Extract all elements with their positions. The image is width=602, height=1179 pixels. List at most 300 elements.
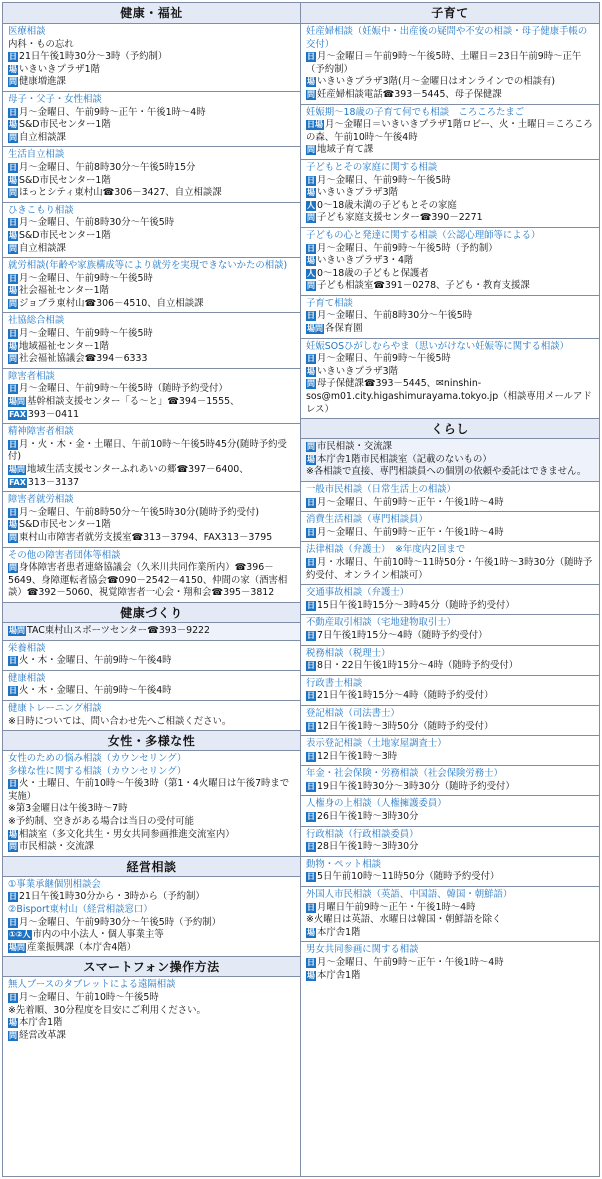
entry-title: 外国人市民相談（英語、中国語、韓国・朝鮮語） xyxy=(306,889,513,901)
entry-title: 男女共同参画に関する相談 xyxy=(306,944,419,956)
label-badge: 場 xyxy=(307,970,315,980)
entry-line xyxy=(8,39,296,52)
entry-line xyxy=(8,532,296,545)
line-text: 本庁舎1階 xyxy=(19,1017,72,1029)
label-badge: 問 xyxy=(9,1030,17,1040)
entry-line xyxy=(8,396,296,409)
label-badge: 日 xyxy=(9,892,17,902)
entry-line xyxy=(8,519,296,532)
consultation-entry xyxy=(301,542,599,585)
line-text: 東村山市障害者就労支援室☎313－3794、FAX313－3795 xyxy=(19,531,273,543)
entry-line xyxy=(8,464,296,477)
entry-line xyxy=(306,76,595,89)
line-text: 0～18歳の子どもと保護者 xyxy=(317,267,429,279)
consultation-entry xyxy=(301,736,599,766)
label-badge: 日 xyxy=(9,439,17,449)
consultation-entry xyxy=(301,706,599,736)
label-badge: 場 xyxy=(307,256,315,266)
line-text: 母子保健課☎393－5445、✉ninshin-sos@m01.city.higashimurayama.tokyo.jp（相談専用メールアドレス） xyxy=(306,378,592,415)
section xyxy=(3,856,300,957)
consultation-entry xyxy=(3,877,300,957)
label-badge: 日 xyxy=(307,661,315,671)
label-badge: 日 xyxy=(307,354,315,364)
consultation-entry xyxy=(301,339,599,419)
label-badge: 問 xyxy=(9,188,17,198)
entry-line xyxy=(306,527,595,540)
consultation-entry xyxy=(301,887,599,942)
entry-line xyxy=(306,660,595,673)
section-heading: 女性・多様な性 xyxy=(3,730,300,751)
label-badge: 場 xyxy=(307,188,315,198)
left-column xyxy=(3,3,301,1176)
entry-line xyxy=(8,655,296,668)
entry-title: 不動産取引相談（宅地建物取引士） xyxy=(306,617,457,629)
section-heading: 健康・福祉 xyxy=(3,3,300,24)
line-text: 月～金曜日、午前9時～正午・午後1時～4時 xyxy=(317,526,504,538)
entry-title: 妊産婦相談（妊娠中・出産後の疑問や不安の相談・母子健康手帳の交付） xyxy=(306,26,588,50)
line-text: 月～金曜日＝午前9時～午後5時、土曜日＝23日午前9時～正午（予約制） xyxy=(306,51,582,75)
label-badge: 場 xyxy=(9,230,17,240)
label-badge: 日 xyxy=(307,52,315,62)
entry-line xyxy=(306,811,595,824)
entry-line xyxy=(306,781,595,794)
label-badge: 日 xyxy=(9,162,17,172)
entry-title: 栄養相談 xyxy=(8,642,46,654)
entry-line xyxy=(306,927,595,940)
entry-line xyxy=(8,562,296,600)
label-badge: 日 xyxy=(9,384,17,394)
line-text: 月・水曜日、午前10時～11時50分・午後1時～3時30分（随時予約受付、オンライン相談可） xyxy=(306,556,593,581)
entry-line xyxy=(8,841,296,854)
entry-line xyxy=(8,51,296,64)
line-text: 社会福祉協議会☎394－6333 xyxy=(19,353,148,365)
label-badge: 問 xyxy=(9,532,17,542)
section xyxy=(301,418,599,984)
entry-line xyxy=(8,439,296,464)
line-text: 火・木・金曜日、午前9時～午後4時 xyxy=(19,655,172,667)
consultation-entry xyxy=(3,203,300,258)
consultation-entry xyxy=(301,857,599,887)
line-text: 月～金曜日、午前9時～正午・午後1時～4時 xyxy=(317,957,504,968)
line-text: 月～金曜日、午前9時～正午・午後1時～4時 xyxy=(19,106,206,118)
entry-line xyxy=(8,929,296,942)
right-column xyxy=(301,3,599,1176)
entry-title: 交通事故相談（弁護士） xyxy=(306,587,410,599)
label-badge: 日 xyxy=(307,600,315,610)
entry-line xyxy=(8,383,296,396)
consultation-entry xyxy=(301,105,599,160)
entry-line xyxy=(306,119,595,144)
entry-line xyxy=(306,175,595,188)
label-badge: 日 xyxy=(9,52,17,62)
label-badge: 場問 xyxy=(9,942,25,952)
consultation-entry xyxy=(3,751,300,856)
line-text: 5日午前10時～11時50分（随時予約受付） xyxy=(317,871,500,883)
line-text: 身体障害者患者連絡協議会（久米川共同作業所内）☎396－5649、身障運転者協会☎090－2542－4150、仲間の家（酒害相談）☎392－5060、視覚障害者一心会・翔和会☎395－3812 xyxy=(8,562,288,599)
section xyxy=(3,3,300,602)
consultation-entry xyxy=(3,92,300,147)
line-text: 7日午後1時15分～4時（随時予約受付） xyxy=(317,629,488,641)
section-heading: 子育て xyxy=(301,3,599,24)
line-text: 28日午後1時～3時30分 xyxy=(317,841,419,853)
entry-line xyxy=(306,721,595,734)
entry-line xyxy=(306,243,595,256)
label-badge: 場 xyxy=(307,454,315,464)
label-badge: 場 xyxy=(9,286,17,296)
line-text: 自立相談課 xyxy=(19,242,66,254)
entry-line xyxy=(8,992,296,1005)
label-badge: 日 xyxy=(9,273,17,283)
entry-title: 人権身の上相談（人権擁護委員） xyxy=(306,798,447,810)
label-badge: FAX xyxy=(9,409,26,419)
label-badge: 場 xyxy=(9,64,17,74)
entry-line xyxy=(8,1030,296,1043)
consultation-entry xyxy=(301,646,599,676)
entry-line xyxy=(8,409,296,422)
line-text: 本庁舎1階 xyxy=(317,926,361,938)
entry-title: 健康相談 xyxy=(8,672,46,684)
entry-line xyxy=(8,64,296,77)
label-badge: 場 xyxy=(9,829,17,839)
entry-title: 表示登記相談（土地家屋調査士） xyxy=(306,738,447,750)
section-heading: スマートフォン操作方法 xyxy=(3,956,300,977)
line-text: 月～金曜日、午前9時～午後5時（随時予約受付） xyxy=(19,383,228,395)
line-text: 21日午後1時30分～3時（予約制） xyxy=(19,51,168,63)
entry-title: 生活自立相談 xyxy=(8,149,65,161)
entry-line xyxy=(8,187,296,200)
label-badge: 場問 xyxy=(307,324,323,334)
line-text: 月～金曜日、午前9時～午後5時 xyxy=(317,174,451,186)
line-text: 月～金曜日、午前10時～午後5時 xyxy=(19,992,159,1003)
label-badge: 問 xyxy=(9,563,17,573)
entry-line xyxy=(8,162,296,175)
line-text: 15日午後1時15分～3時45分（随時予約受付） xyxy=(317,599,515,611)
consultation-entry xyxy=(3,147,300,202)
line-text: 自立相談課 xyxy=(19,131,66,143)
entry-title: 障害者相談 xyxy=(8,370,55,382)
line-text: いきいきプラザ3階(月～金曜日はオンラインでの相談有) xyxy=(317,76,556,88)
line-text: 月～金曜日、午前9時～午後5時 xyxy=(19,328,153,340)
label-badge: 場 xyxy=(9,175,17,185)
entry-title: 消費生活相談（専門相談員） xyxy=(306,514,428,526)
entry-line xyxy=(8,298,296,311)
entry-line xyxy=(306,557,595,582)
entry-title: 税務相談（税理士） xyxy=(306,647,391,659)
entry-title: 母子・父子・女性相談 xyxy=(8,93,102,105)
label-badge: 日 xyxy=(307,311,315,321)
entry-title: 精神障害者相談 xyxy=(8,426,74,438)
label-badge: 場 xyxy=(307,77,315,87)
label-badge: 日 xyxy=(9,507,17,517)
entry-line xyxy=(8,230,296,243)
entry-line xyxy=(306,841,595,854)
label-badge: 日 xyxy=(9,218,17,228)
consultation-entry xyxy=(3,671,300,701)
entry-title: 妊娠SOSひがしむらやま（思いがけない妊娠等に関する相談） xyxy=(306,340,570,352)
entry-title: 行政書士相談 xyxy=(306,677,363,689)
consultation-entry xyxy=(3,548,300,602)
entry-title: 健康トレーニング相談 xyxy=(8,702,102,714)
line-text: 12日午後1時～3時 xyxy=(317,750,398,762)
label-badge: 場 xyxy=(307,927,315,937)
consultation-entry xyxy=(301,296,599,339)
label-badge: 人 xyxy=(307,268,315,278)
entry-line xyxy=(306,323,595,336)
consultation-entry xyxy=(3,424,300,492)
label-badge: 日場 xyxy=(307,120,323,130)
entry-line xyxy=(306,441,595,454)
entry-line xyxy=(306,280,595,293)
entry-line xyxy=(8,328,296,341)
entry-line xyxy=(306,51,595,76)
entry-title: 行政相談（行政相談委員） xyxy=(306,828,419,840)
consultation-entry xyxy=(301,439,599,482)
entry-line xyxy=(8,1005,296,1018)
entry-line xyxy=(8,477,296,490)
consultation-directory xyxy=(2,2,600,1177)
entry-line xyxy=(8,716,296,729)
entry-title: 動物・ペット相談 xyxy=(306,858,382,870)
label-badge: 日 xyxy=(307,958,315,967)
consultation-entry xyxy=(301,766,599,796)
entry-line xyxy=(306,378,595,416)
entry-line xyxy=(8,917,296,930)
line-text: ※予約制、空きがある場合は当日の受付可能 xyxy=(8,816,194,828)
consultation-entry xyxy=(3,258,300,313)
line-text: いきいきプラザ3階 xyxy=(317,187,398,199)
entry-line xyxy=(8,685,296,698)
line-text: 火・土曜日、午前10時～午後3時（第1・4火曜日は午後7時まで実施） xyxy=(8,778,290,802)
entry-title: 法律相談（弁護士） ※年度内2回まで xyxy=(306,544,466,556)
entry-title: 子育て相談 xyxy=(306,297,353,309)
consultation-entry xyxy=(3,313,300,368)
line-text: 地域子育て課 xyxy=(317,144,374,156)
line-text: 月～金曜日、午前8時30分～午後5時 xyxy=(317,310,473,322)
line-text: S&D市民センター1階 xyxy=(19,174,111,186)
label-badge: 場 xyxy=(9,341,17,351)
label-badge: 日 xyxy=(307,691,315,701)
line-text: 月～金曜日、午前8時50分～午後5時30分(随時予約受付) xyxy=(19,506,259,518)
entry-title: 障害者就労相談 xyxy=(8,494,74,506)
consultation-entry xyxy=(301,676,599,706)
entry-line xyxy=(306,187,595,200)
consultation-entry xyxy=(3,641,300,671)
consultation-entry xyxy=(3,369,300,424)
line-text: 0～18歳未満の子どもとその家庭 xyxy=(317,199,457,211)
line-text: 産業振興課（本庁舎4階） xyxy=(27,941,137,953)
entry-line xyxy=(8,942,296,955)
line-text: いきいきプラザ1階 xyxy=(19,63,110,75)
entry-title: 子どもの心と発達に関する相談（公認心理師等による） xyxy=(306,229,541,241)
entry-line xyxy=(306,466,595,479)
section xyxy=(3,602,300,730)
line-text: 妊産婦相談電話☎393－5445、母子保健課 xyxy=(317,88,502,100)
line-text: 地域生活支援センターふれあいの郷☎397－6400、 xyxy=(27,464,249,475)
consultation-entry xyxy=(301,796,599,826)
line-text: 月～金曜日＝いきいきプラザ1階ロビー、火・土曜日＝ころころの森、午前10時～午後4時 xyxy=(306,119,593,143)
label-badge: 日 xyxy=(307,751,315,761)
line-text: 月～金曜日、午前9時～午後5時（予約制） xyxy=(317,242,498,254)
consultation-entry xyxy=(301,512,599,542)
line-text: 月・火・木・金・土曜日、午前10時～午後5時45分(随時予約受付) xyxy=(8,438,287,463)
label-badge: 問 xyxy=(9,298,17,308)
consultation-entry xyxy=(301,24,599,105)
label-badge: 日 xyxy=(307,781,315,791)
line-text: 基幹相談支援センター「る～と」☎394－1555、 xyxy=(27,396,240,408)
line-text: 26日午後1時～3時30分 xyxy=(317,811,419,823)
entry-line xyxy=(8,175,296,188)
label-badge: 日 xyxy=(9,107,17,117)
label-badge: 問 xyxy=(307,89,315,99)
line-text: 393－0411 xyxy=(27,408,80,420)
consultation-entry xyxy=(301,228,599,296)
line-text: S&D市民センター1階 xyxy=(19,229,121,241)
section xyxy=(3,730,300,856)
consultation-entry xyxy=(3,24,300,92)
entry-line xyxy=(306,902,595,915)
label-badge: 場問 xyxy=(9,625,25,635)
line-text: いきいきプラザ3・4階 xyxy=(317,255,414,267)
entry-title: その他の障害者団体等相談 xyxy=(8,549,121,561)
entry-title: 子どもとその家庭に関する相談 xyxy=(306,161,438,173)
entry-line xyxy=(8,891,296,904)
entry-title: 登記相談（司法書士） xyxy=(306,707,400,719)
line-text: 21日午後1時30分から・3時から（予約制） xyxy=(19,891,205,903)
label-badge: 問 xyxy=(9,842,17,852)
entry-title: 多様な性に関する相談（カウンセリング） xyxy=(8,765,187,777)
label-badge: 日 xyxy=(9,656,17,666)
label-badge: 問 xyxy=(9,77,17,87)
label-badge: ①②人 xyxy=(9,930,31,940)
line-text: ほっとシティ東村山☎306－3427、自立相談課 xyxy=(19,187,222,199)
label-badge: 問 xyxy=(9,243,17,253)
line-text: ジョブラ東村山☎306－4510、自立相談課 xyxy=(19,297,204,309)
consultation-entry xyxy=(301,827,599,857)
label-badge: 問 xyxy=(9,132,17,142)
line-text: 月～金曜日、午前9時～午後5時 xyxy=(317,353,451,365)
label-badge: 日 xyxy=(9,686,17,696)
entry-line xyxy=(306,497,595,510)
line-text: ※先着順、30分程度を目安にご利用ください。 xyxy=(8,1004,206,1016)
entry-title: 就労相談(年齢や家族構成等により就労を実現できないかたの相談) xyxy=(8,260,288,272)
entry-line xyxy=(8,341,296,354)
label-badge: 場 xyxy=(9,520,17,530)
label-badge: 日 xyxy=(9,329,17,339)
section xyxy=(301,3,599,418)
line-text: 本庁舎1階市民相談室（記載のないもの） xyxy=(317,453,492,465)
entry-title: 女性のための悩み相談（カウンセリング） xyxy=(8,753,187,765)
label-badge: 日 xyxy=(9,917,17,927)
line-text: 市内の中小法人・個人事業主等 xyxy=(32,929,164,941)
label-badge: 日 xyxy=(307,812,315,822)
entry-line xyxy=(306,690,595,703)
label-badge: 日 xyxy=(307,630,315,640)
line-text: 火・木・金曜日、午前9時～午後4時 xyxy=(19,685,172,697)
consultation-entry xyxy=(301,585,599,615)
label-badge: FAX xyxy=(9,477,26,487)
entry-line xyxy=(8,778,296,803)
entry-line xyxy=(306,957,595,970)
line-text: 月～金曜日、午前9時～午後5時 xyxy=(19,272,153,284)
entry-line xyxy=(8,1017,296,1030)
label-badge: 日 xyxy=(307,842,315,852)
line-text: ※火曜日は英語、水曜日は韓国・朝鮮語を除く xyxy=(306,914,502,926)
entry-line xyxy=(8,285,296,298)
entry-line xyxy=(8,132,296,145)
consultation-entry xyxy=(3,701,300,730)
entry-line xyxy=(306,366,595,379)
line-text: 月曜日午前9時～正午・午後1時～4時 xyxy=(317,901,476,913)
entry-line xyxy=(306,454,595,467)
entry-line xyxy=(8,803,296,816)
label-badge: 問 xyxy=(9,354,17,364)
entry-line xyxy=(8,353,296,366)
entry-line xyxy=(8,507,296,520)
line-text: 各保育園 xyxy=(325,323,363,335)
line-text: TAC東村山スポーツセンター☎393－9222 xyxy=(27,624,210,636)
label-badge: 日 xyxy=(307,557,315,567)
entry-line xyxy=(306,630,595,643)
line-text: 子ども相談室☎391－0278、子ども・教育支援課 xyxy=(317,280,530,292)
entry-line xyxy=(306,914,595,927)
entry-line xyxy=(8,119,296,132)
label-badge: 日 xyxy=(9,993,17,1002)
entry-title: 医療相談 xyxy=(8,26,46,37)
label-badge: 日 xyxy=(307,175,315,185)
entry-line xyxy=(306,353,595,366)
label-badge: 日 xyxy=(307,902,315,912)
label-badge: 場 xyxy=(307,366,315,376)
label-badge: 場問 xyxy=(9,465,25,474)
line-text: 8日・22日午後1時15分～4時（随時予約受付） xyxy=(317,660,519,672)
entry-line xyxy=(306,144,595,157)
label-badge: 問 xyxy=(307,379,315,389)
entry-title: 一般市民相談（日常生活上の相談） xyxy=(306,484,457,495)
line-text: 市民相談・交流課 xyxy=(19,841,95,853)
line-text: 月～金曜日、午前9時～正午・午後1時～4時 xyxy=(317,496,504,508)
entry-line xyxy=(306,268,595,281)
label-badge: 日 xyxy=(9,779,17,789)
line-text: 19日午後1時30分～3時30分（随時予約受付） xyxy=(317,780,515,792)
entry-line xyxy=(306,255,595,268)
entry-line xyxy=(306,89,595,102)
consultation-entry xyxy=(301,160,599,228)
section-heading: 経営相談 xyxy=(3,856,300,877)
line-text: ※日時については、問い合わせ先へご相談ください。 xyxy=(8,715,232,727)
line-text: S&D市民センター1階 xyxy=(19,119,121,131)
section-heading: 健康づくり xyxy=(3,602,300,623)
label-badge: 日 xyxy=(307,872,315,882)
consultation-entry xyxy=(3,492,300,547)
line-text: S&D市民センター1階 xyxy=(19,519,111,531)
entry-line xyxy=(8,76,296,89)
consultation-entry xyxy=(301,482,599,512)
label-badge: 日 xyxy=(307,497,315,507)
line-text: 月～金曜日、午前8時30分～午後5時 xyxy=(19,217,175,229)
line-text: 本庁舎1階 xyxy=(317,969,361,981)
entry-line xyxy=(8,217,296,230)
label-badge: 場問 xyxy=(9,397,25,407)
line-text: 月～金曜日、午前9時30分～午後5時（予約制） xyxy=(19,916,221,928)
entry-line xyxy=(8,829,296,842)
entry-line xyxy=(306,871,595,884)
label-badge: 日 xyxy=(307,243,315,253)
line-text: 経営改革課 xyxy=(19,1029,66,1041)
entry-title: 無人ブースのタブレットによる遠隔相談 xyxy=(8,979,176,991)
entry-line xyxy=(306,310,595,323)
line-text: 地域福祉センター1階 xyxy=(19,340,119,352)
entry-line xyxy=(306,212,595,225)
